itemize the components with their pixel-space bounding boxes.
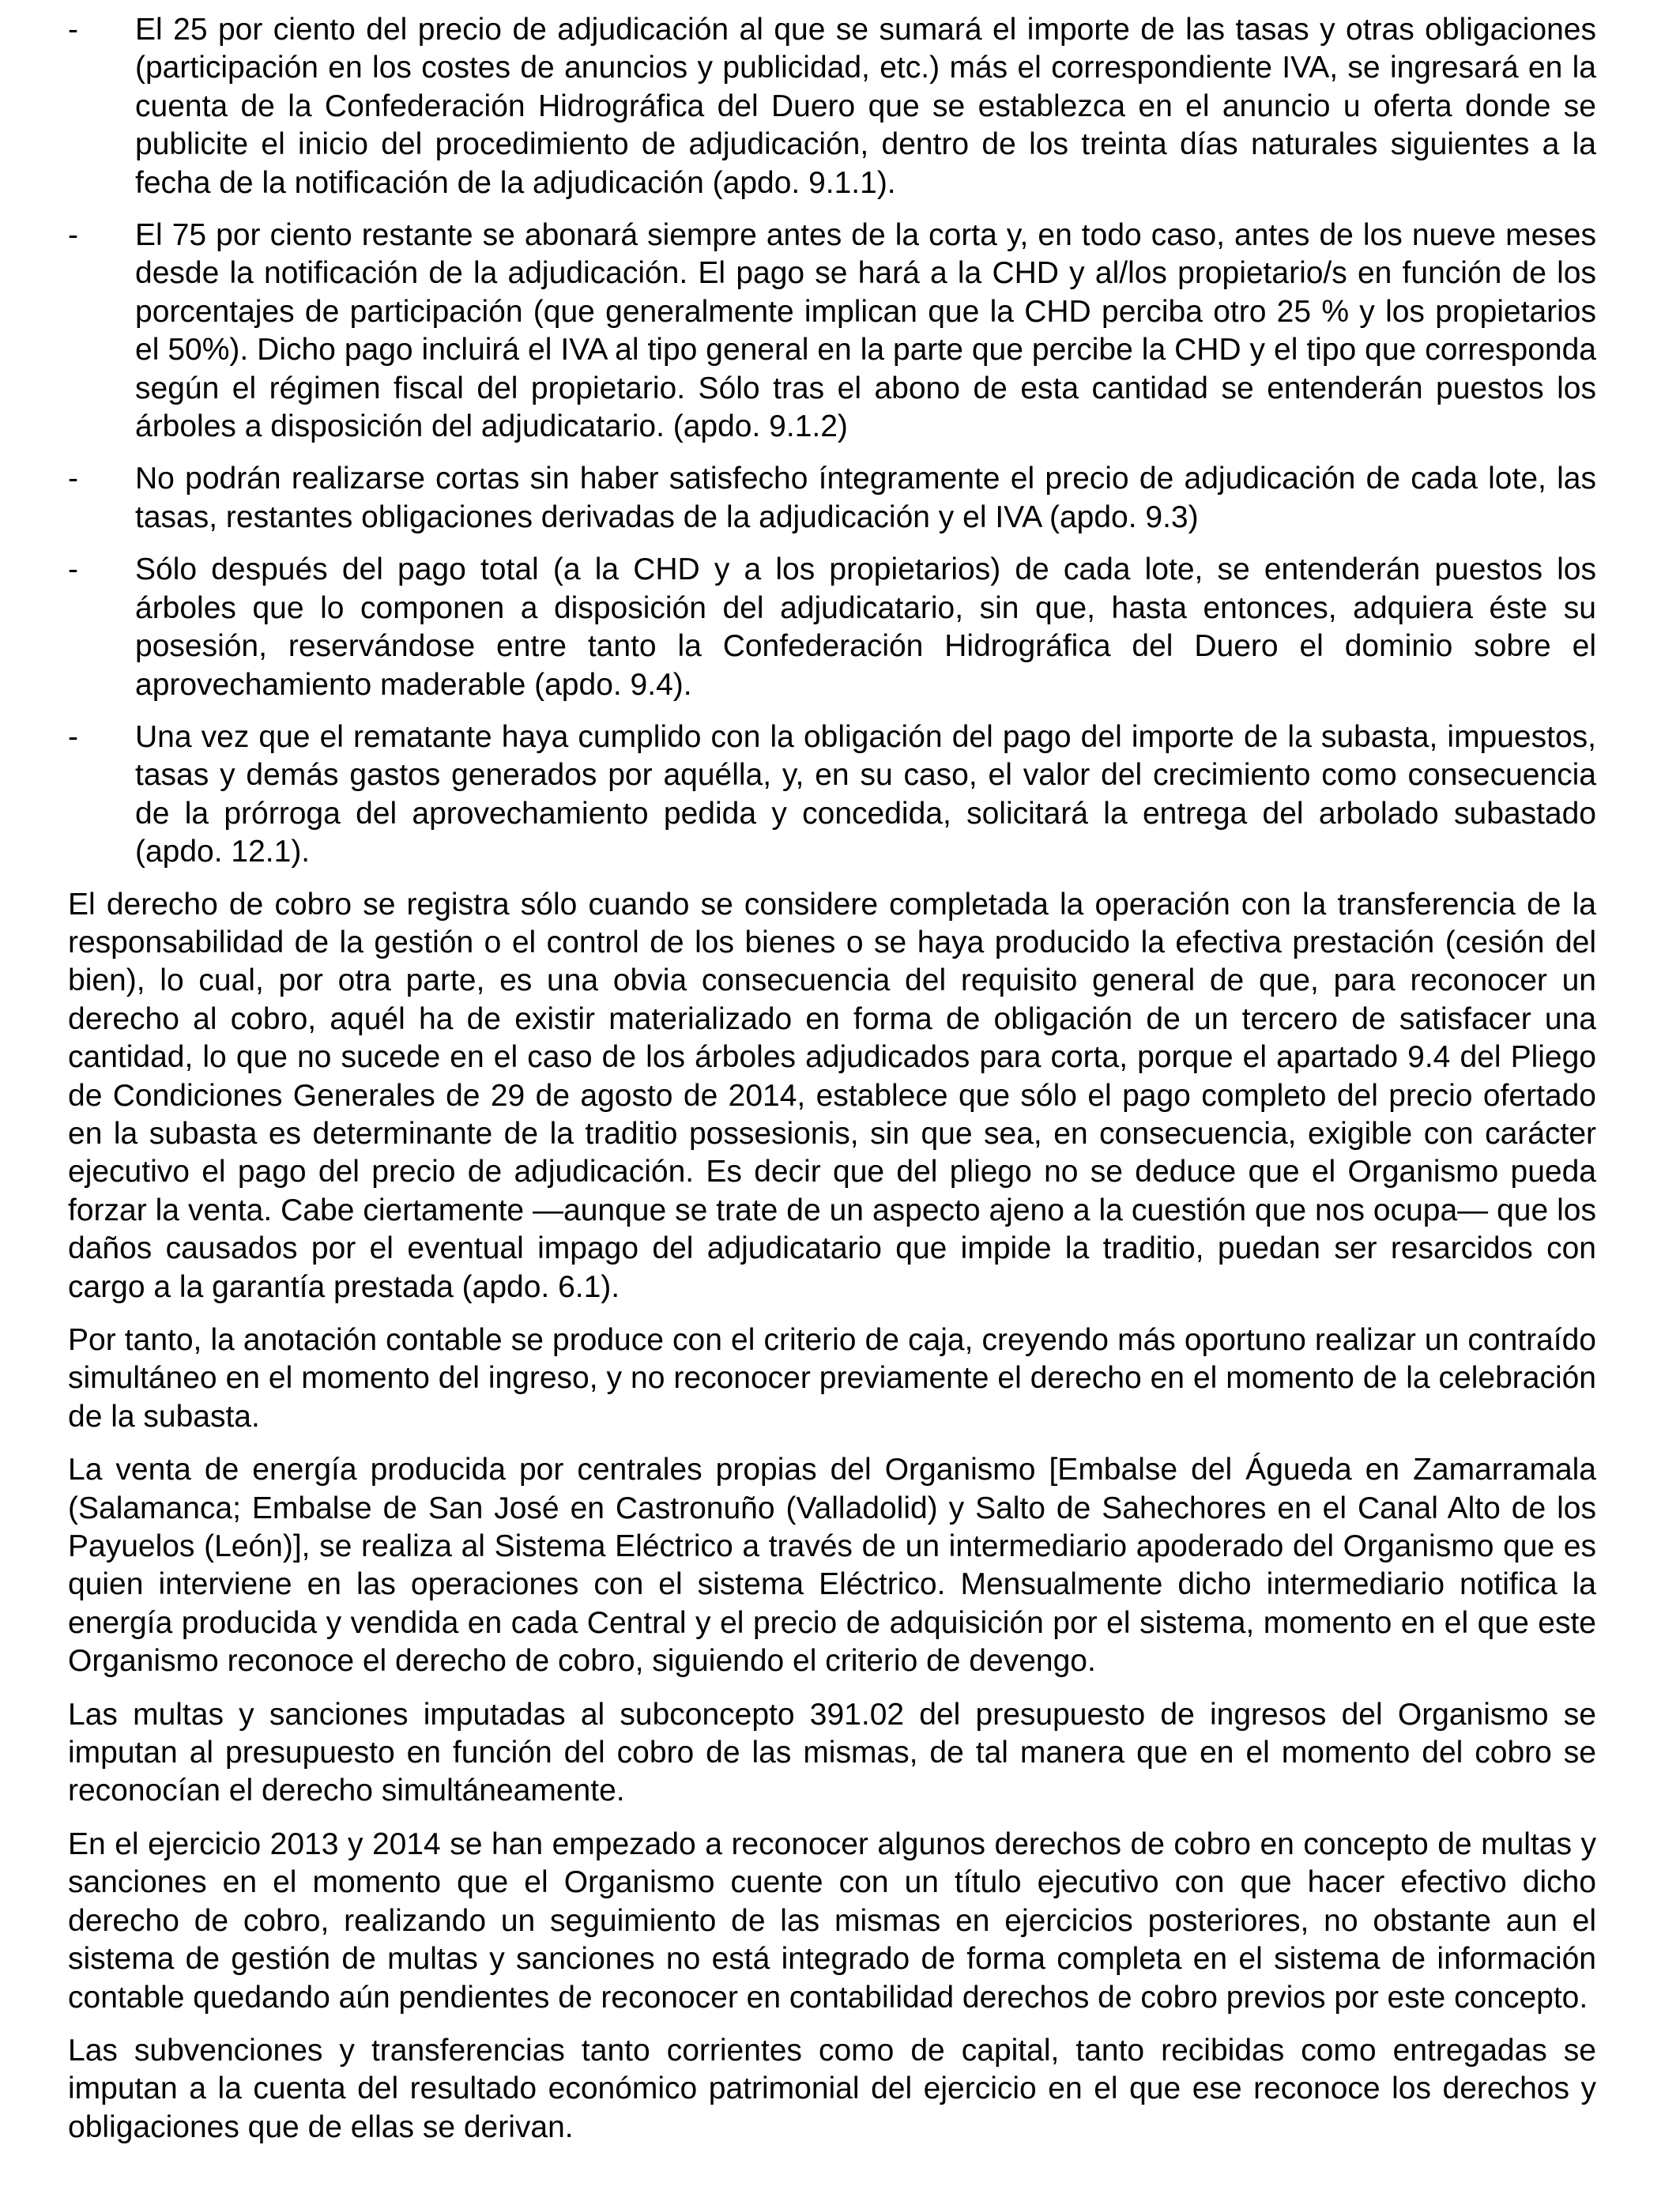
bullet-item (68, 217, 1596, 446)
paragraph-ejercicio-2013-2014: En el ejercicio 2013 y 2014 se han empezado a reconocer algunos derechos de cobro en concepto de multas y sanciones en el momento que el Organismo cuente con un título ejecutivo con que hacer efectivo dicho derecho de cobro, realizando un seguimiento de las mismas en ejercicios posteriores, no obstante aun el sistema de gestión de multas y sanciones no está integrado de forma completa en el sistema de información contable quedando aún pendientes de reconocer en contabilidad derechos de cobro previos por este concepto. (68, 1826, 1596, 2015)
document-page (68, 11, 1596, 2162)
paragraph-multas-sanciones: Las multas y sanciones imputadas al subconcepto 391.02 del presupuesto de ingresos del Organismo se imputan al presupuesto en función del cobro de las mismas, de tal manera que en el momento del cobro se reconocían el derecho simultáneamente. (68, 1697, 1596, 1808)
paragraph-subvenciones: Las subvenciones y transferencias tanto corrientes como de capital, tanto recibidas como entregadas se imputan a la cuenta del resultado económico patrimonial del ejercicio en el que ese reconoce los derechos y obligaciones que de ellas se derivan. (68, 2033, 1596, 2144)
bullet-item (68, 718, 1596, 872)
bullet-dash: - (68, 719, 78, 754)
paragraph-por-tanto: Por tanto, la anotación contable se produce con el criterio de caja, creyendo más oportuno realizar un contraído simultáneo en el momento del ingreso, y no reconocer previamente el derecho en el momento de la celebración de la subasta. (68, 1323, 1596, 1434)
bullet-text: No podrán realizarse cortas sin haber satisfecho íntegramente el precio de adjudicación de cada lote, las tasas, restantes obligaciones derivadas de la adjudicación y el IVA (apdo. 9.3) (135, 462, 1596, 534)
bullet-text: El 25 por ciento del precio de adjudicación al que se sumará el importe de las tasas y otras obligaciones (participación en los costes de anuncios y publicidad, etc.) más el correspondiente IVA, se ingresará en la cuenta de la Confederación Hidrográfica del Duero que se establezca en el anuncio u oferta donde se publicite el inicio del procedimiento de adjudicación, dentro de los treinta días naturales siguientes a la fecha de la notificación de la adjudicación (apdo. 9.1.1). (135, 13, 1596, 200)
bullet-dash: - (68, 462, 78, 496)
paragraph-venta-energia: La venta de energía producida por centrales propias del Organismo [Embalse del Águeda en Zamarramala (Salamanca; Embalse de San José en Castronuño (Valladolid) y Salto de Sahechores en el Canal Alto de los Payuelos (León)], se realiza al Sistema Eléctrico a través de un intermediario apoderado del Organismo que es quien interviene en las operaciones con el sistema Eléctrico. Mensualmente dicho intermediario notifica la energía producida y vendida en cada Central y el precio de adquisición por el sistema, momento en el que este Organismo reconoce el derecho de cobro, siguiendo el criterio de devengo. (68, 1453, 1596, 1679)
bullet-dash: - (68, 218, 78, 253)
bullet-item (68, 460, 1596, 537)
bullet-text: El 75 por ciento restante se abonará siempre antes de la corta y, en todo caso, antes de los nueve meses desde la notificación de la adjudicación. El pago se hará a la CHD y al/los propietario/s en función de los porcentajes de participación (que generalmente implican que la CHD perciba otro 25 % y los propietarios el 50%). Dicho pago incluirá el IVA al tipo general en la parte que percibe la CHD y el tipo que corresponda según el régimen fiscal del propietario. Sólo tras el abono de esta cantidad se entenderán puestos los árboles a disposición del adjudicatario. (apdo. 9.1.2) (135, 218, 1596, 444)
bullet-text: Una vez que el rematante haya cumplido con la obligación del pago del importe de la subasta, impuestos, tasas y demás gastos generados por aquélla, y, en su caso, el valor del crecimiento como consecuencia de la prórroga del aprovechamiento pedida y concedida, solicitará la entrega del arbolado subastado (apdo. 12.1). (135, 719, 1596, 869)
bullet-dash: - (68, 552, 78, 587)
bullet-item (68, 11, 1596, 202)
bullet-list (68, 11, 1596, 872)
bullet-text: Sólo después del pago total (a la CHD y a los propietarios) de cada lote, se entenderán puestos los árboles que lo componen a disposición del adjudicatario, sin que, hasta entonces, adquiera éste su posesión, reservándose entre tanto la Confederación Hidrográfica del Duero el dominio sobre el aprovechamiento maderable (apdo. 9.4). (135, 552, 1596, 702)
bullet-item (68, 551, 1596, 704)
paragraph-derecho-de-cobro: El derecho de cobro se registra sólo cuando se considere completada la operación con la transferencia de la responsabilidad de la gestión o el control de los bienes o se haya producido la efectiva prestación (cesión del bien), lo cual, por otra parte, es una obvia consecuencia del requisito general de que, para reconocer un derecho al cobro, aquél ha de existir materializado en forma de obligación de un tercero de satisfacer una cantidad, lo que no sucede en el caso de los árboles adjudicados para corta, porque el apartado 9.4 del Pliego de Condiciones Generales de 29 de agosto de 2014, establece que sólo el pago completo del precio ofertado en la subasta es determinante de la traditio possesionis, sin que sea, en consecuencia, exigible con carácter ejecutivo el pago del precio de adjudicación. Es decir que del pliego no se deduce que el Organismo pueda forzar la venta. Cabe ciertamente —aunque se trate de un aspecto ajeno a la cuestión que nos ocupa— que los daños causados por el eventual impago del adjudicatario que impide la traditio, puedan ser resarcidos con cargo a la garantía prestada (apdo. 6.1). (68, 887, 1596, 1304)
bullet-dash: - (68, 13, 78, 47)
